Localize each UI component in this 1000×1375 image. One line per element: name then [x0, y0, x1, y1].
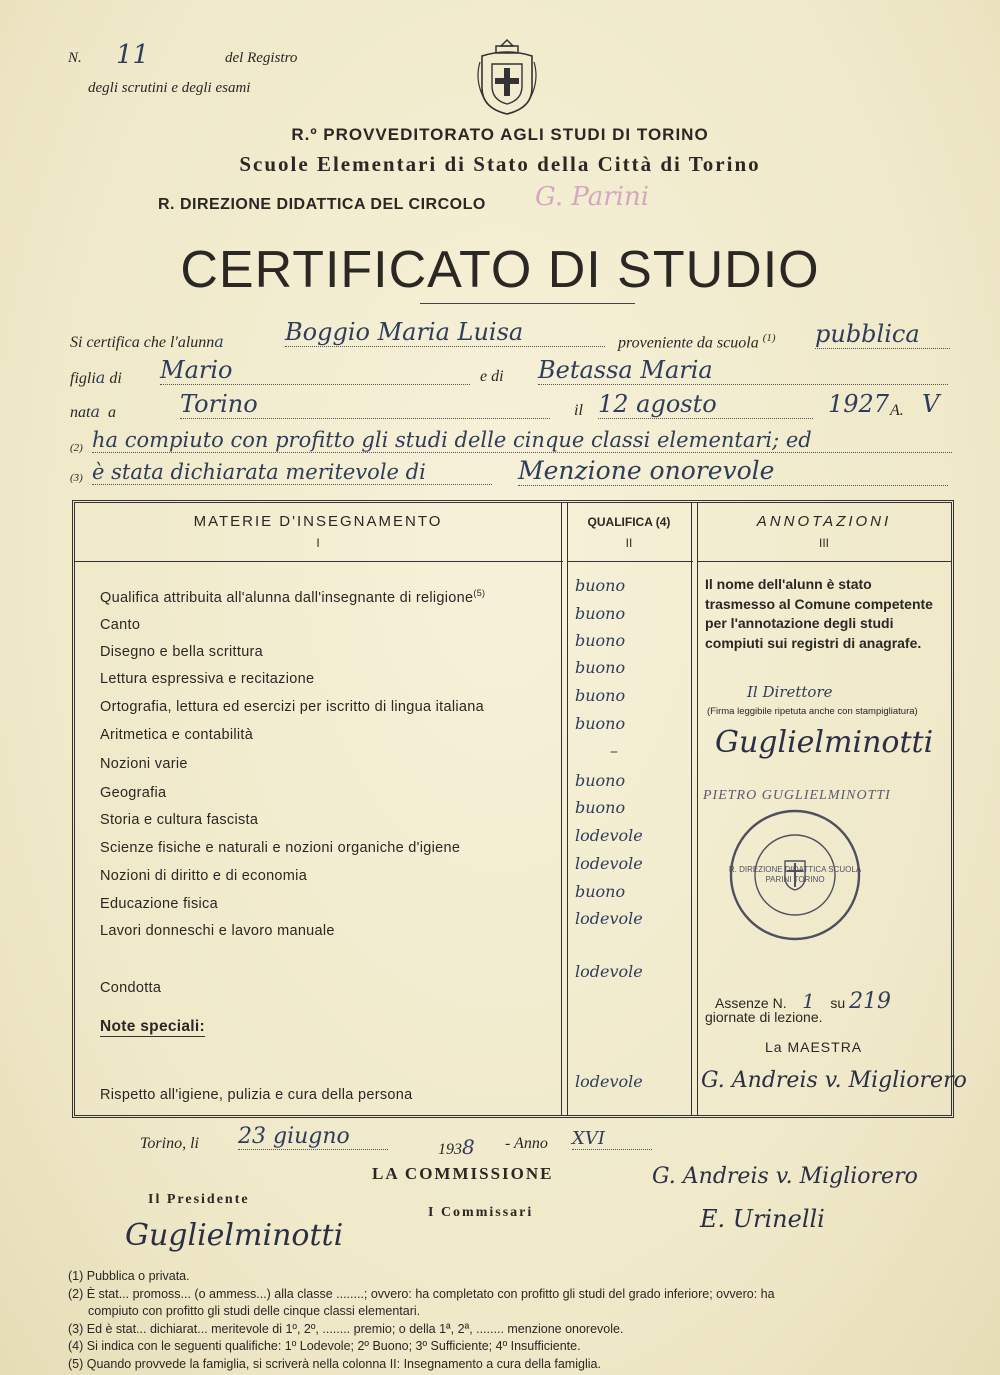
grade-cell: –: [610, 741, 618, 760]
column-divider-1b: [567, 503, 568, 1115]
student-name: Boggio Maria Luisa: [285, 318, 605, 347]
footnotes: [68, 1268, 968, 1373]
registry-label-2: degli scrutini e degli esami: [88, 80, 251, 96]
birth-date: 12 agosto: [598, 390, 813, 419]
subject-row: Ortografia, lettura ed esercizi per iscritto di lingua italiana: [100, 699, 484, 715]
registry-n-label: N.: [68, 50, 82, 66]
grade-cell: buono: [575, 658, 626, 677]
birthplace: Torino: [180, 390, 550, 419]
subject-row: Lettura espressiva e recitazione: [100, 671, 315, 687]
grade-cell: buono: [575, 714, 626, 733]
issue-anno-label: - Anno: [505, 1135, 548, 1152]
subject-row: Canto: [100, 617, 141, 633]
grade-cell: buono: [575, 686, 626, 705]
commission-title: LA COMMISSIONE: [372, 1164, 554, 1183]
director-signature: Guglielminotti: [715, 725, 934, 760]
director-name-stamp: PIETRO GUGLIELMINOTTI: [703, 788, 891, 803]
header-rule-3: [697, 561, 951, 562]
director-label: Il Direttore: [747, 683, 833, 701]
col2-title: QUALIFICA (4): [587, 515, 671, 529]
hygiene-grade: lodevole: [575, 1072, 643, 1091]
col3-title: ANNOTAZIONI: [756, 513, 892, 530]
birth-year: 1927: [828, 390, 890, 418]
subject-row: Disegno e bella scrittura: [100, 644, 264, 660]
commissioners-label: I Commissari: [428, 1205, 534, 1220]
note-ref-3: (3): [70, 472, 83, 484]
registry-label-1: del Registro: [225, 50, 298, 66]
issue-year: 1938: [438, 1135, 475, 1159]
special-notes-label: Note speciali:: [100, 1018, 205, 1035]
grade-cell: lodevole: [575, 909, 643, 928]
anno-label: A.: [890, 402, 904, 419]
grade-cell: buono: [575, 631, 626, 650]
anno-value: V: [922, 390, 940, 418]
subject-row: Lavori donneschi e lavoro manuale: [100, 923, 335, 939]
child-label: figlia di: [70, 368, 122, 387]
grade-cell: lodevole: [575, 826, 643, 845]
teacher-label: La MAESTRA: [765, 1039, 863, 1055]
commissioner-2-signature: E. Urinelli: [700, 1205, 825, 1233]
completion-line: ha compiuto con profitto gli studi delle cinque classi elementari; ed: [92, 428, 952, 453]
issue-anno: XVI: [572, 1128, 652, 1150]
birth-date-label: il: [574, 402, 583, 419]
annotation-text: Il nome dell'alunn è stato trasmesso al Comune competente per l'annotazione degli studi compiuti sui registri di anagrafe.: [705, 576, 933, 651]
provenance-label: proveniente da scuola $^{(1)}$: [618, 332, 776, 352]
issue-date: 23 giugno: [238, 1124, 388, 1150]
subject-row: Geografia: [100, 785, 167, 801]
subject-row: Scienze fisiche e naturali e nozioni organiche d'igiene: [100, 840, 461, 856]
born-label: nata a: [70, 402, 116, 421]
hygiene-label: Rispetto all'igiene, pulizia e cura della persona: [100, 1087, 413, 1103]
header-provveditorato: R.º PROVVEDITORATO AGLI STUDI DI TORINO: [291, 125, 709, 144]
subject-row: Qualifica attribuita all'alunna dall'insegnante di religione$^{(5)}$: [100, 588, 486, 606]
subject-row: Nozioni varie: [100, 756, 188, 772]
provenance-value: pubblica: [815, 320, 950, 349]
grade-cell: buono: [575, 576, 626, 595]
certificate-title: CERTIFICATO DI STUDIO: [180, 241, 820, 299]
footnote-2-cont: compiuto con profitto gli studi delle cinque classi elementari.: [88, 1304, 421, 1318]
absences-line: Assenze N. 1 su 219: [715, 989, 892, 1014]
header-rule-1: [75, 561, 563, 562]
conduct-grade: lodevole: [575, 962, 643, 981]
president-label: Il Presidente: [148, 1192, 250, 1207]
subject-row: Aritmetica e contabilità: [100, 727, 254, 743]
header-schools: Scuole Elementari di Stato della Città di Torino: [239, 152, 761, 176]
column-divider-1: [561, 503, 562, 1115]
mother-name: Betassa Maria: [538, 356, 948, 385]
title-ornament: [420, 303, 635, 306]
footnote-4: (4) Si indica con le seguenti qualifiche: 1º Lodevole; 2º Buono; 3º Sufficiente; 4º Insufficiente.: [68, 1339, 581, 1353]
circolo-name-stamp: G. Parini: [535, 182, 650, 212]
declared-line: è stata dichiarata meritevole di: [92, 460, 492, 485]
col2-num: II: [625, 536, 633, 550]
mother-label: e di: [480, 368, 504, 385]
note-ref-2: (2): [70, 442, 83, 454]
commissioner-1-signature: G. Andreis v. Migliorero: [652, 1164, 918, 1189]
col1-num: I: [316, 536, 320, 550]
subject-row: Storia e cultura fascista: [100, 812, 259, 828]
grade-cell: buono: [575, 771, 626, 790]
subject-row: Nozioni di diritto e di economia: [100, 868, 308, 884]
header-circolo-label: R. DIREZIONE DIDATTICA DEL CIRCOLO: [158, 196, 486, 213]
honour-value: Menzione onorevole: [518, 456, 948, 486]
coat-of-arms-icon: [474, 38, 540, 116]
grade-cell: buono: [575, 798, 626, 817]
column-divider-2b: [697, 503, 698, 1115]
grades-table: [72, 500, 967, 1118]
seal-text: R. DIREZIONE DIDATTICA SCUOLA PARINI TORINO: [728, 865, 862, 884]
col3-num: III: [818, 536, 829, 550]
footnote-3: (3) Ed è stat... dichiarat... meritevole di 1º, 2º, ........ premio; o della 1ª, 2ª, ........ menzione onorevole.: [68, 1321, 624, 1336]
header-rule-2: [567, 561, 693, 562]
teacher-signature: G. Andreis v. Migliorero: [701, 1068, 967, 1093]
signature-note: (Firma leggibile ripetuta anche con stampigliatura): [707, 706, 918, 717]
intro-label: Si certifica che l'alunna: [70, 332, 224, 351]
footnote-5: (5) Quando provvede la famiglia, si scriverà nella colonna II: Insegnamento a cura della famiglia.: [68, 1356, 601, 1371]
col1-title: MATERIE D'INSEGNAMENTO: [193, 513, 443, 530]
days-label: giornate di lezione.: [705, 1009, 823, 1025]
place-label: Torino, li: [140, 1135, 199, 1152]
registry-number: 11: [116, 40, 150, 70]
subject-row: Educazione fisica: [100, 896, 218, 912]
column-divider-2: [691, 503, 692, 1115]
president-signature: Guglielminotti: [125, 1218, 344, 1253]
grade-cell: lodevole: [575, 854, 643, 873]
footnote-1: (1) Pubblica o privata.: [68, 1269, 190, 1283]
footnote-2: (2) È stat... promoss... (o ammess...) alla classe ........; ovvero: ha completato con profitto gli studi del grado inferiore; ovvero: ha: [68, 1286, 775, 1301]
grade-cell: buono: [575, 882, 626, 901]
grade-cell: buono: [575, 604, 626, 623]
conduct-label: Condotta: [100, 980, 162, 996]
father-name: Mario: [160, 356, 470, 385]
